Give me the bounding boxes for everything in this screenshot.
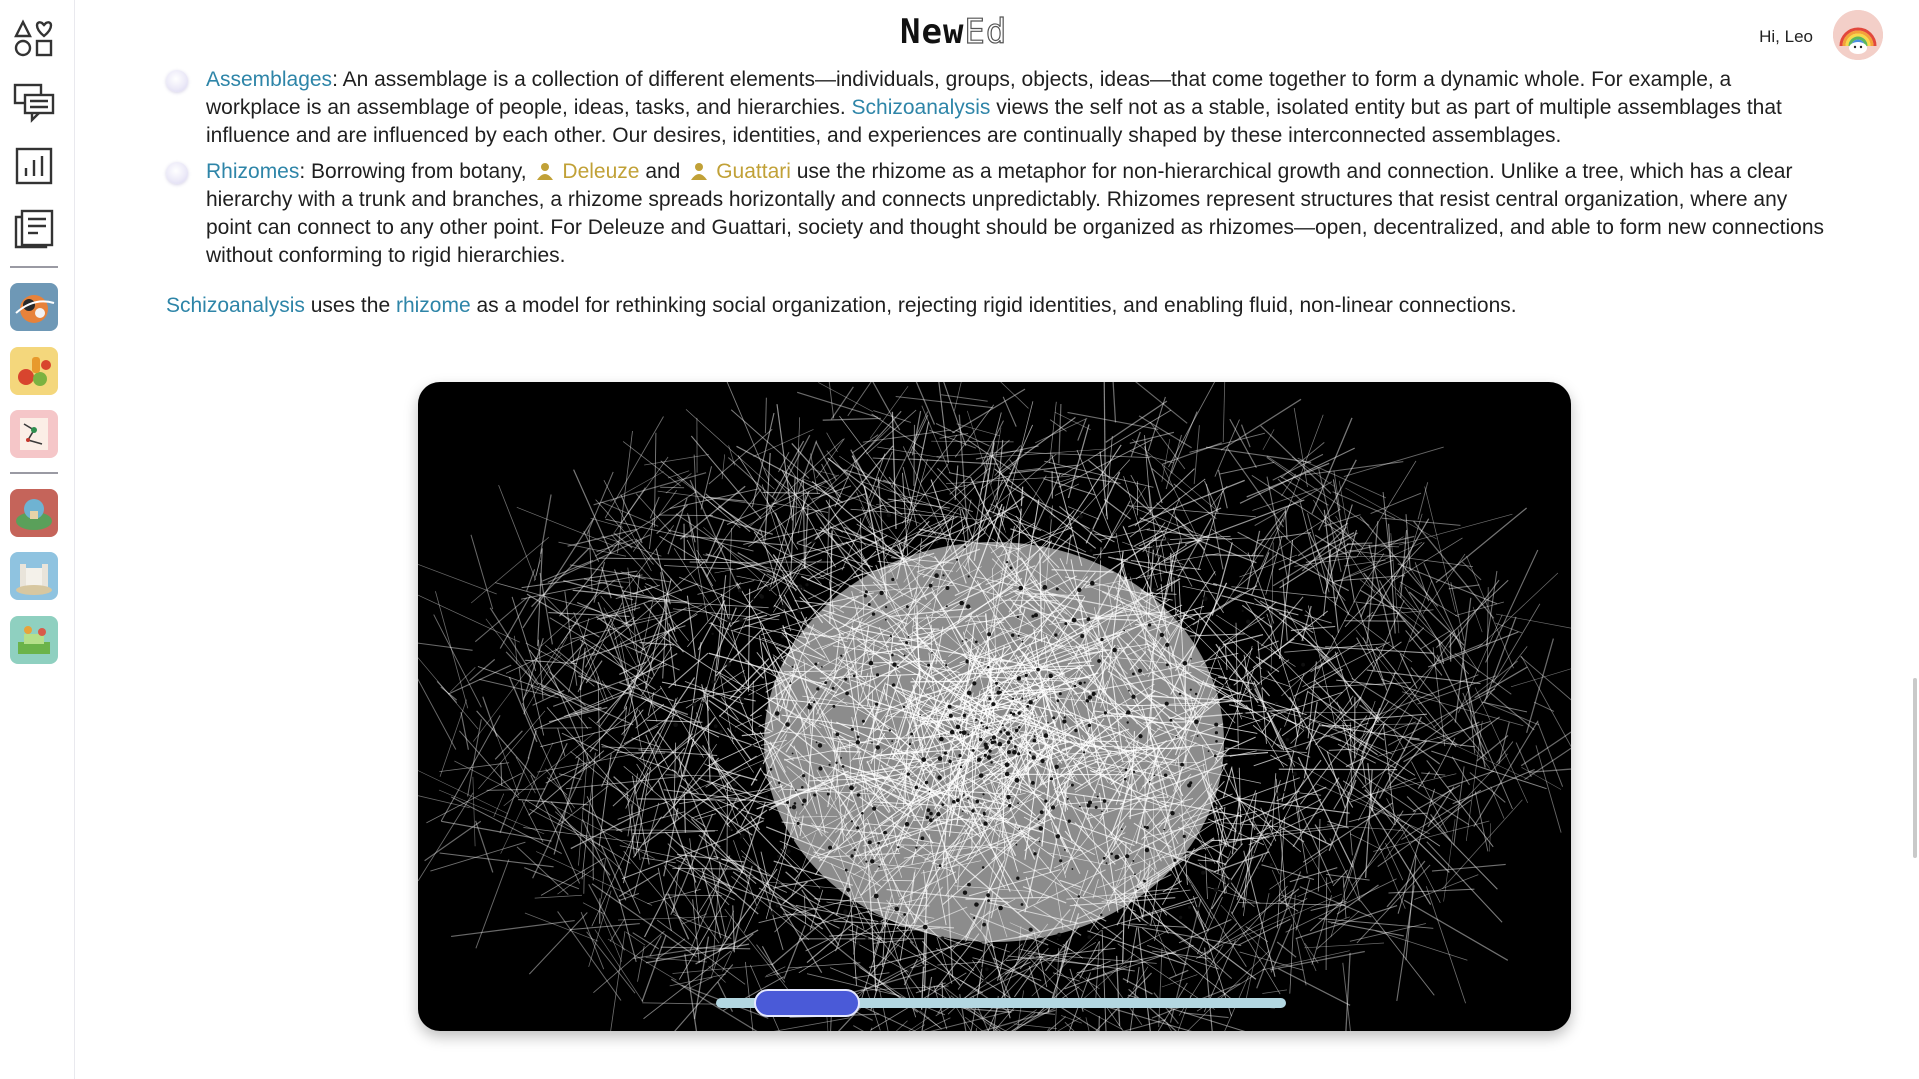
user-greeting: Hi, Leo — [1759, 27, 1813, 46]
island-app-icon[interactable] — [10, 489, 58, 537]
term-link-assemblages[interactable]: Assemblages — [206, 68, 333, 91]
rhizomes-text-2: use the rhizome as a metaphor for non-hierarchical growth and connection. Unlike a tree, which has a clear hierarchy with a trunk and branches, a rhizome spreads horizontally and connects unpredictably. Rhizomes represent structures that resist central organization, where any point can connect to any other point. For Deleuze and Guattari, society and thought should be organized as rhizomes—open, decentralized, and able to form new connections without conforming to rigid hierarchies. — [206, 160, 1824, 267]
logo-text-ed: Ed — [964, 12, 1008, 52]
bullet-marker — [166, 70, 188, 92]
shapes-icon[interactable] — [10, 14, 58, 62]
term-link-rhizome[interactable]: rhizome — [395, 294, 471, 317]
sidebar-divider — [10, 266, 58, 268]
list-item-rhizomes — [166, 158, 1831, 270]
app-logo[interactable] — [900, 12, 1007, 56]
assemblages-text-2: views the self not as a stable, isolated entity but as part of multiple assemblages that influence and are influenced by each other. Our desires, identities, and experiences are continually shaped by these interconnected assemblages. — [206, 96, 1782, 147]
term-link-schizoanalysis[interactable]: Schizoanalysis — [851, 96, 991, 119]
garden-app-icon[interactable] — [10, 616, 58, 664]
person-icon — [536, 162, 554, 180]
term-link-schizoanalysis[interactable]: Schizoanalysis — [166, 294, 305, 317]
page-scrollbar[interactable] — [1913, 678, 1917, 858]
slider-thumb[interactable] — [754, 989, 860, 1017]
rhizomes-and: and — [639, 160, 687, 183]
chat-icon[interactable] — [10, 78, 58, 126]
rhizome-visualization[interactable] — [418, 382, 1571, 1031]
person-icon — [690, 162, 708, 180]
chart-icon[interactable] — [10, 142, 58, 190]
news-icon[interactable] — [10, 205, 58, 253]
person-name-deleuze: Deleuze — [562, 160, 640, 183]
term-link-rhizomes[interactable]: Rhizomes — [206, 160, 300, 183]
castle-app-icon[interactable] — [10, 552, 58, 600]
rhizomes-text-1: : Borrowing from botany, — [299, 160, 533, 183]
user-avatar[interactable] — [1833, 10, 1883, 60]
planet-app-icon[interactable] — [10, 283, 58, 331]
logo-text-new: New — [900, 12, 965, 52]
person-name-guattari: Guattari — [716, 160, 791, 183]
list-item-assemblages — [166, 66, 1831, 150]
person-link-deleuze[interactable] — [532, 160, 639, 183]
bullet-marker — [166, 162, 188, 184]
summary-paragraph — [166, 292, 1831, 320]
food-app-icon[interactable] — [10, 347, 58, 395]
rhizome-canvas[interactable] — [418, 382, 1571, 1031]
sidebar-divider — [10, 472, 58, 474]
summary-text-2: as a model for rethinking social organization, rejecting rigid identities, and enabling fluid, non-linear connections. — [470, 294, 1517, 317]
map-app-icon[interactable] — [10, 410, 58, 458]
summary-text-1: uses the — [304, 294, 396, 317]
sidebar — [0, 0, 75, 1079]
assemblages-text-1: : An assemblage is a collection of different elements—individuals, groups, objects, ideas—that come together to form a dynamic whole. For example, a workplace is an assemblage of people, ideas, tasks, and hierarchies. — [206, 68, 1732, 119]
lesson-content — [166, 66, 1831, 341]
person-link-guattari[interactable] — [686, 160, 791, 183]
